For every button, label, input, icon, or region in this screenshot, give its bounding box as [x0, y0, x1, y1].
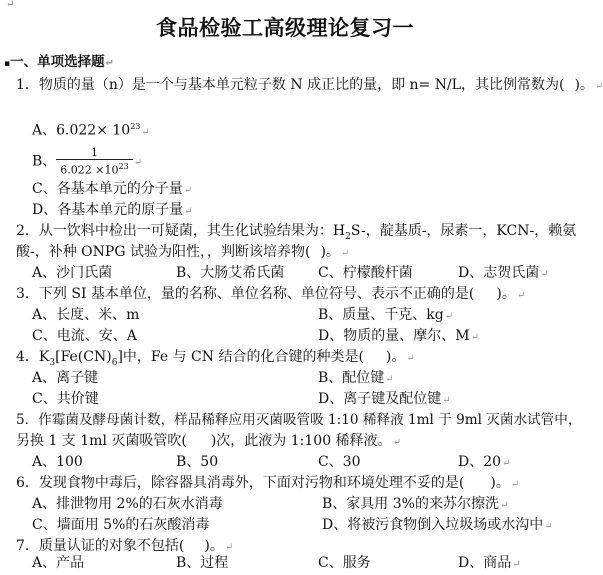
question-7-option-a: A、产品 — [32, 555, 85, 571]
corner-mark: ↵ — [6, 0, 15, 10]
fraction: $\frac{1}{6.022 \times 10^{23}}$ — [56, 146, 132, 177]
question-7-option-b: B、过程 — [176, 555, 229, 571]
question-2-option-d: D、志贺氏菌↵ — [458, 265, 549, 281]
question-4-option-a: A、离子键 — [32, 370, 99, 386]
paragraph-mark: ↵ — [105, 58, 114, 69]
question-7-stem: 7．质量认证的对象不包括( )。↵ — [16, 538, 234, 554]
question-1-stem: 1．物质的量（n）是一个与基本单元粒子数 N 成正比的量，即 n= N/L，其比例常数为( )。↵ — [16, 77, 603, 93]
question-3-option-c: C、电流、安、A — [32, 328, 137, 344]
section-bullet: ▪ — [4, 59, 11, 69]
question-4-option-c: C、共价键 — [32, 391, 99, 407]
question-1-option-b: B、 $\frac{1}{6.022 \times 10^{23}}$ ↵ — [32, 146, 143, 177]
question-1-option-c: C、各基本单元的分子量↵ — [32, 181, 193, 197]
question-3-option-a: A、长度、米、m — [32, 307, 140, 323]
question-2-option-b: B、大肠艾希氏菌 — [176, 265, 285, 281]
question-1-option-d: D、各基本单元的原子量↵ — [32, 202, 193, 218]
question-5-option-d: D、20↵ — [458, 454, 511, 470]
question-3-stem: 3．下列 SI 基本单位，量的名称、单位名称、单位符号、表示不正确的是( )。↵ — [16, 286, 526, 302]
question-6-option-a: A、排泄物用 2%的石灰水消毒 — [32, 496, 223, 512]
question-2-option-a: A、沙门氏菌 — [32, 265, 113, 281]
question-6-option-c: C、墙面用 5%的石灰酸消毒 — [32, 517, 210, 533]
question-3-option-d: D、物质的量、摩尔、M↵ — [318, 328, 479, 344]
question-4-stem: 4．$K_3[Fe(CN)_6]$中，Fe 与 CN 结合的化合键的种类是( )。↵ — [16, 349, 415, 368]
question-4-option-b: B、配位键↵ — [318, 370, 394, 386]
question-5-stem-line2: 另换 1 支 1ml 灭菌吸管吹( )次，此液为 1:100 稀释液。↵ — [16, 433, 401, 449]
question-2-stem-line2: 酸-，补种 ONPG 试验为阳性，，判断该培养物( )。↵ — [16, 244, 350, 260]
question-7-option-c: C、服务 — [318, 555, 371, 571]
question-1-option-a: A、$6.022\times 10^{23}↵$ — [32, 122, 150, 139]
question-5-stem-line1: 5．作霉菌及酵母菌计数，样品稀释应用灭菌吸管吸 1:10 稀释液 1ml 于 9ml 灭菌水试管中， — [16, 412, 582, 428]
question-5-option-a: A、100 — [32, 454, 83, 470]
page-title: 食品检验工高级理论复习一 — [156, 16, 414, 40]
question-6-option-d: D、将被污食物倒入垃圾场或水沟中↵ — [322, 517, 553, 533]
question-2-stem-line1: 2．从一饮料中检出一可疑菌，其生化试验结果为：$H_2S-$，靛基质-，尿素一，KCN-，赖氨 — [16, 223, 577, 242]
question-5-option-c: C、30 — [318, 454, 361, 470]
section-heading — [4, 52, 114, 74]
question-3-option-b: B、质量、千克、kg↵ — [318, 307, 454, 323]
question-5-option-b: B、50 — [176, 454, 219, 470]
question-4-option-d: D、离子键及配位键↵ — [318, 391, 451, 407]
question-6-stem: 6．发现食物中毒后，除容器具消毒外，下面对污物和环境处理不妥的是( )。↵ — [16, 475, 520, 491]
section-label: 一、单项选择题 — [10, 54, 105, 70]
question-7-option-d: D、商品↵ — [458, 555, 521, 571]
question-2-option-c: C、柠檬酸杆菌 — [318, 265, 413, 281]
question-6-option-b: B、家具用 3%的来苏尔擦洗↵ — [322, 496, 509, 512]
